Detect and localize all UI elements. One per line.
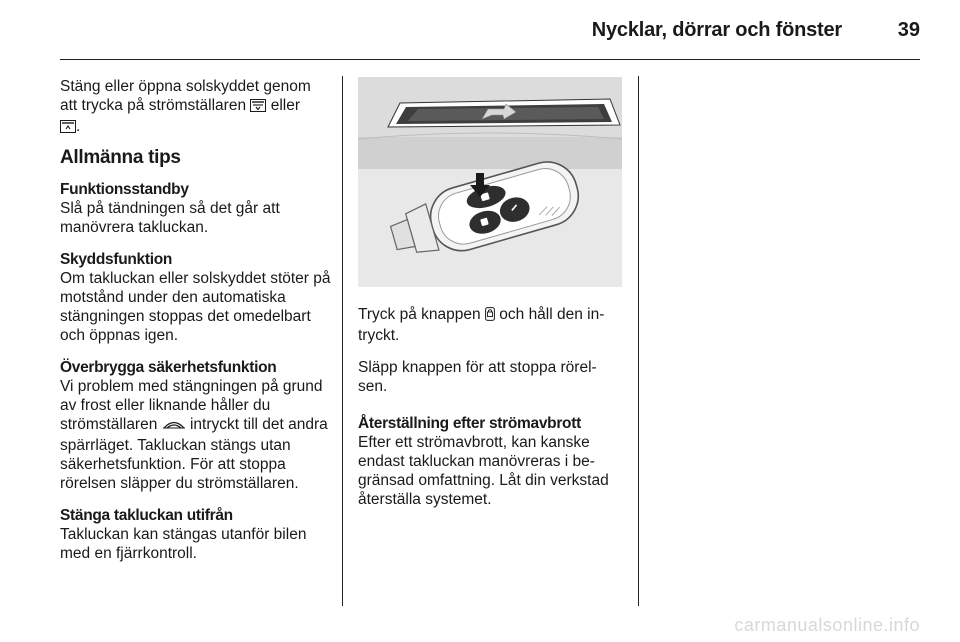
section-override — [60, 358, 332, 493]
sunroof-remote-illustration — [358, 77, 622, 287]
section-remote-close — [60, 506, 332, 563]
intro-paragraph — [60, 77, 332, 138]
sunshade-close-icon — [250, 98, 266, 117]
column-divider-right — [638, 76, 639, 606]
section-text — [60, 377, 332, 493]
instruction-press — [358, 305, 622, 345]
section-title: Funktionsstandby — [60, 181, 189, 198]
watermark: carmanualsonline.info — [734, 615, 920, 635]
key-lock-icon — [485, 307, 495, 326]
intro-text-mid: eller — [270, 97, 300, 114]
section-text: Slå på tändningen så det går att manövrera takluckan. — [60, 200, 280, 236]
press-text-before: Tryck på knappen — [358, 306, 481, 323]
section-title: Stänga takluckan utifrån — [60, 507, 233, 524]
sunroof-tilt-icon — [162, 417, 186, 436]
intro-text-before: Stäng eller öppna solskyddet genom att trycka på strömställaren — [60, 78, 311, 114]
press-text-after: och håll den in-tryckt. — [358, 306, 605, 344]
section-heading: Allmänna tips — [60, 147, 181, 168]
section-title: Återställning efter strömavbrott — [358, 415, 581, 432]
page-number: 39 — [897, 19, 920, 41]
middle-column — [358, 77, 622, 522]
override-text-after: intryckt till det andra spärrläget. Takluckan stängs utan säkerhetsfunktion. För att stoppa rörelsen släpper du strömställaren. — [60, 416, 328, 492]
section-power-reset — [358, 414, 622, 509]
intro-text-end: . — [76, 118, 81, 135]
left-column — [60, 77, 332, 576]
override-text-before: Vi problem med stängningen på grund av frost eller liknande håller du strömställaren — [60, 378, 323, 433]
instruction-release: Släpp knappen för att stoppa rörel-sen. — [358, 359, 597, 395]
column-divider-left — [342, 76, 343, 606]
section-standby — [60, 180, 332, 237]
section-text: Om takluckan eller solskyddet stöter på motstånd under den automatiska stängningen stoppas det omedelbart och öppnas igen. — [60, 270, 331, 344]
header-divider — [60, 59, 920, 60]
section-text: Efter ett strömavbrott, kan kanske endast takluckan manövreras i be-gränsad omfattning. Låt din verkstad återställa systemet. — [358, 434, 609, 508]
section-text: Takluckan kan stängas utanför bilen med en fjärrkontroll. — [60, 526, 307, 562]
page-title: Nycklar, dörrar och fönster — [591, 19, 842, 41]
section-title: Överbrygga säkerhetsfunktion — [60, 359, 277, 376]
sunshade-open-icon — [60, 119, 76, 138]
section-title: Skyddsfunktion — [60, 251, 173, 268]
section-protection — [60, 250, 332, 345]
